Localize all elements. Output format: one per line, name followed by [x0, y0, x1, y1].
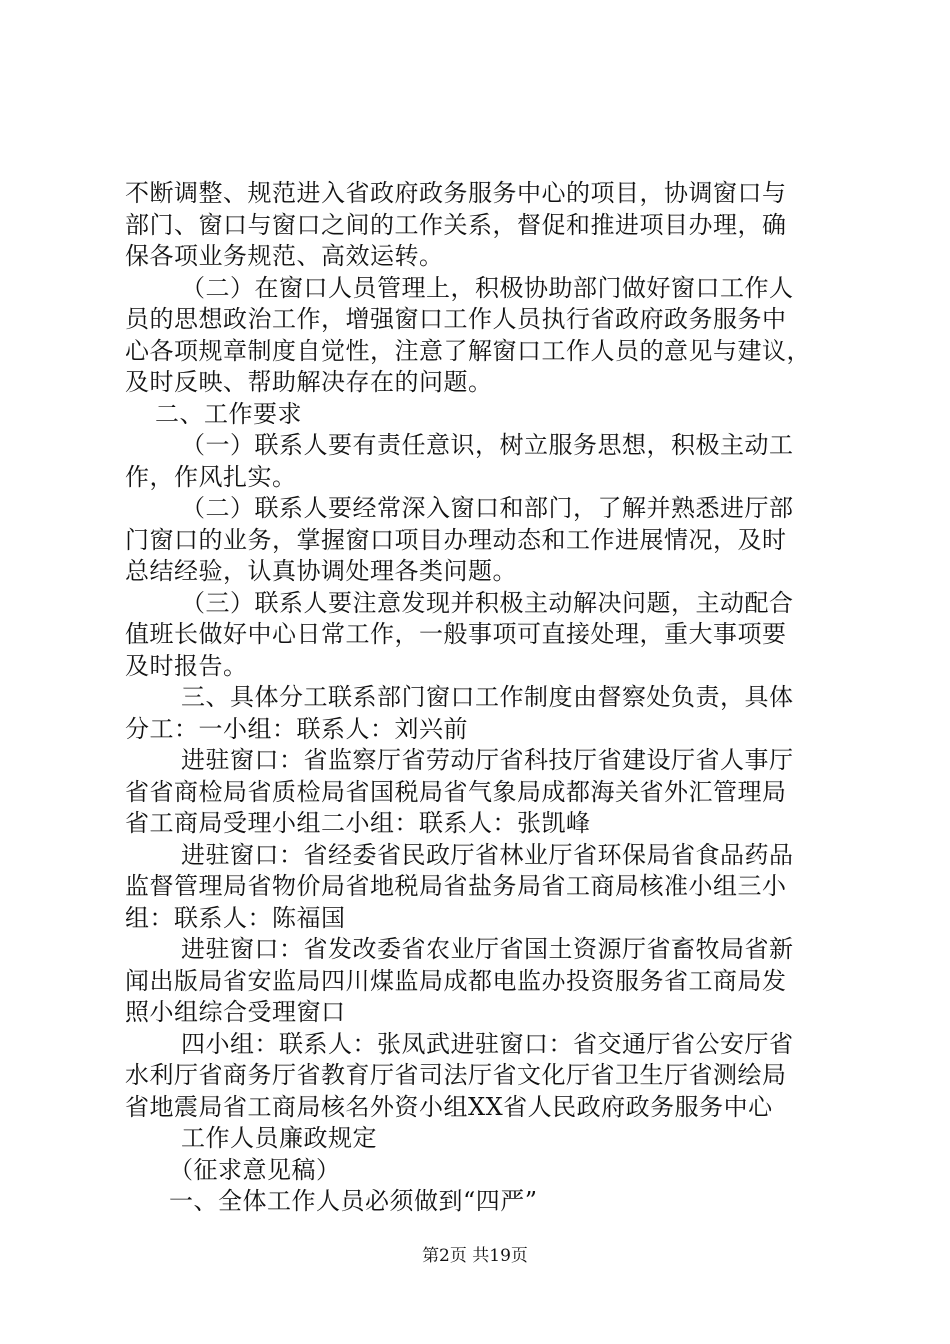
section-heading: 三、具体分工联系部门窗口工作制度由督察处负责，具体: [181, 683, 794, 711]
text-line: 水利厅省商务厅省教育厅省司法厅省文化厅省卫生厅省测绘局: [125, 1061, 787, 1089]
text-line: 省省商检局省质检局省国税局省气象局成都海关省外汇管理局: [125, 777, 787, 806]
text-line: 作，作风扎实。: [125, 462, 297, 491]
text-line: 省工商局受理小组二小组：联系人：张凯峰: [125, 809, 591, 837]
text-line: 监督管理局省物价局省地税局省盐务局省工商局核准小组三小: [125, 872, 787, 900]
text-line: 心各项规章制度自觉性，注意了解窗口工作人员的意见与建议，: [125, 336, 811, 365]
text-line: 门窗口的业务，掌握窗口项目办理动态和工作进展情况，及时: [125, 525, 787, 554]
section-heading: 一、全体工作人员必须做到“四严”: [169, 1187, 538, 1215]
document-title: 工作人员廉政规定: [181, 1124, 377, 1152]
text-line: （二）联系人要经常深入窗口和部门，了解并熟悉进厅部: [181, 494, 794, 522]
page-footer: [0, 1246, 950, 1266]
text-line: （一）联系人要有责任意识，树立服务思想，积极主动工: [181, 431, 794, 459]
text-line: 部门、窗口与窗口之间的工作关系，督促和推进项目办理，确: [125, 210, 787, 239]
text-line: 保各项业务规范、高效运转。: [125, 242, 444, 270]
text-line: 及时报告。: [125, 651, 248, 680]
text-line: 总结经验，认真协调处理各类问题。: [125, 557, 517, 585]
text-line: 进驻窗口：省发改委省农业厅省国土资源厅省畜牧局省新: [181, 935, 794, 963]
text-line: 组：联系人：陈福国: [125, 903, 346, 932]
text-line: 省地震局省工商局核名外资小组XX省人民政府政务服务中心: [125, 1092, 773, 1121]
text-line: 及时反映、帮助解决存在的问题。: [125, 368, 493, 396]
text-line: 员的思想政治工作，增强窗口工作人员执行省政府政务服务中: [125, 305, 787, 333]
section-heading: 二、工作要求: [155, 399, 302, 428]
text-line: 分工：一小组：联系人：刘兴前: [125, 714, 468, 743]
text-line: 进驻窗口：省监察厅省劳动厅省科技厅省建设厅省人事厅: [181, 746, 794, 774]
text-line: 闻出版局省安监局四川煤监局成都电监办投资服务省工商局发: [125, 966, 787, 995]
text-line: 值班长做好中心日常工作，一般事项可直接处理，重大事项要: [125, 620, 787, 648]
page-number-label: 第2页 共19页: [422, 1246, 528, 1266]
text-line: 不断调整、规范进入省政府政务服务中心的项目，协调窗口与: [125, 179, 787, 207]
text-line: 四小组：联系人：张凤武进驻窗口：省交通厅省公安厅省: [181, 1029, 794, 1058]
text-line: （二）在窗口人员管理上，积极协助部门做好窗口工作人: [181, 273, 794, 302]
document-subtitle: （征求意见稿）: [169, 1155, 341, 1184]
text-line: 进驻窗口：省经委省民政厅省林业厅省环保局省食品药品: [181, 840, 794, 869]
document-body: [125, 178, 835, 1218]
text-line: （三）联系人要注意发现并积极主动解决问题，主动配合: [181, 588, 794, 617]
text-line: 照小组综合受理窗口: [125, 998, 346, 1026]
